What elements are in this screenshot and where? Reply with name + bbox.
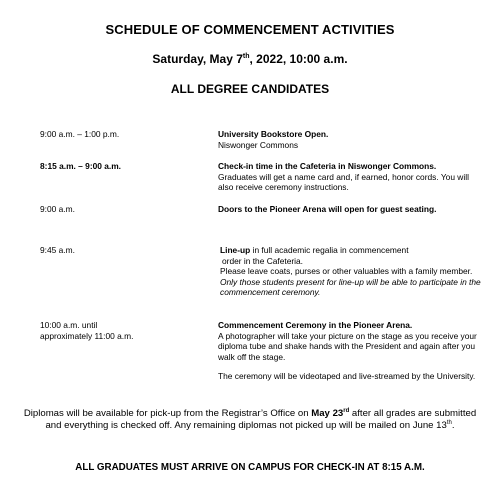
schedule-description xyxy=(218,161,480,193)
diplomas-date-ordinal: rd xyxy=(343,407,350,414)
schedule-time: 8:15 a.m. – 9:00 a.m. xyxy=(40,161,122,171)
schedule-line: order in the Cafeteria. xyxy=(222,255,304,266)
diplomas-notice xyxy=(20,408,480,432)
date-ordinal: th xyxy=(242,53,250,60)
ceremony-date xyxy=(0,52,500,66)
schedule-text xyxy=(220,266,482,298)
schedule-text-2: The ceremony will be videotaped and live-streamed by the University. xyxy=(218,371,476,381)
schedule-heading xyxy=(220,245,482,256)
schedule-time-end: approximately 11:00 a.m. xyxy=(40,330,134,341)
schedule-location: Niswonger Commons xyxy=(218,139,299,150)
schedule-text: A photographer will take your picture on the stage as you receive your diploma tube and shake hands with the President and again after you walk off the stage. xyxy=(218,330,477,362)
schedule-heading-bold: Line-up xyxy=(220,245,251,255)
schedule-heading-rest: in full academic regalia in commencement xyxy=(250,245,409,255)
diplomas-text-2: after all grades are submitted and everything is checked off. Any remaining diplomas not picked up will be mailed on June 13 xyxy=(45,408,477,431)
candidates-heading: ALL DEGREE CANDIDATES xyxy=(170,82,330,96)
schedule-description xyxy=(218,320,480,382)
schedule-description xyxy=(220,245,482,298)
schedule-text-plain: Please leave coats, purses or other valuables with a family member. xyxy=(220,266,473,276)
schedule-text-italic: Only those students present for line-up will be able to participate in the commencement ceremony. xyxy=(220,276,481,297)
schedule-heading: University Bookstore Open. xyxy=(218,129,329,139)
date-prefix: Saturday, May 7 xyxy=(152,52,243,66)
arrival-notice: ALL GRADUATES MUST ARRIVE ON CAMPUS FOR CHECK-IN AT 8:15 A.M. xyxy=(75,462,425,473)
schedule-heading: Commencement Ceremony in the Pioneer Arena. xyxy=(218,320,413,330)
diplomas-date xyxy=(311,408,349,419)
diplomas-text-3: . xyxy=(451,420,455,431)
schedule-time-start: 10:00 a.m. until xyxy=(40,320,98,330)
schedule-time: 9:00 a.m. xyxy=(40,204,75,214)
schedule-description xyxy=(218,204,480,215)
diplomas-date-text: May 23 xyxy=(311,408,344,419)
document-title: SCHEDULE OF COMMENCEMENT ACTIVITIES xyxy=(105,22,395,37)
schedule-time: 9:00 a.m. – 1:00 p.m. xyxy=(40,129,120,139)
schedule-time: 9:45 a.m. xyxy=(40,245,75,255)
schedule-heading: Doors to the Pioneer Arena will open for guest seating. xyxy=(218,204,437,214)
schedule-text: Graduates will get a name card and, if earned, honor cords. You will also receive ceremony instructions. xyxy=(218,171,469,192)
schedule-description xyxy=(218,129,480,150)
date-suffix: , 2022, 10:00 a.m. xyxy=(249,52,348,66)
diplomas-mail-ordinal: th xyxy=(446,419,452,426)
diplomas-text-1: Diplomas will be available for pick-up from the Registrar’s Office on xyxy=(23,408,312,419)
schedule-time xyxy=(40,320,200,341)
schedule-heading: Check-in time in the Cafeteria in Niswonger Commons. xyxy=(218,161,437,171)
